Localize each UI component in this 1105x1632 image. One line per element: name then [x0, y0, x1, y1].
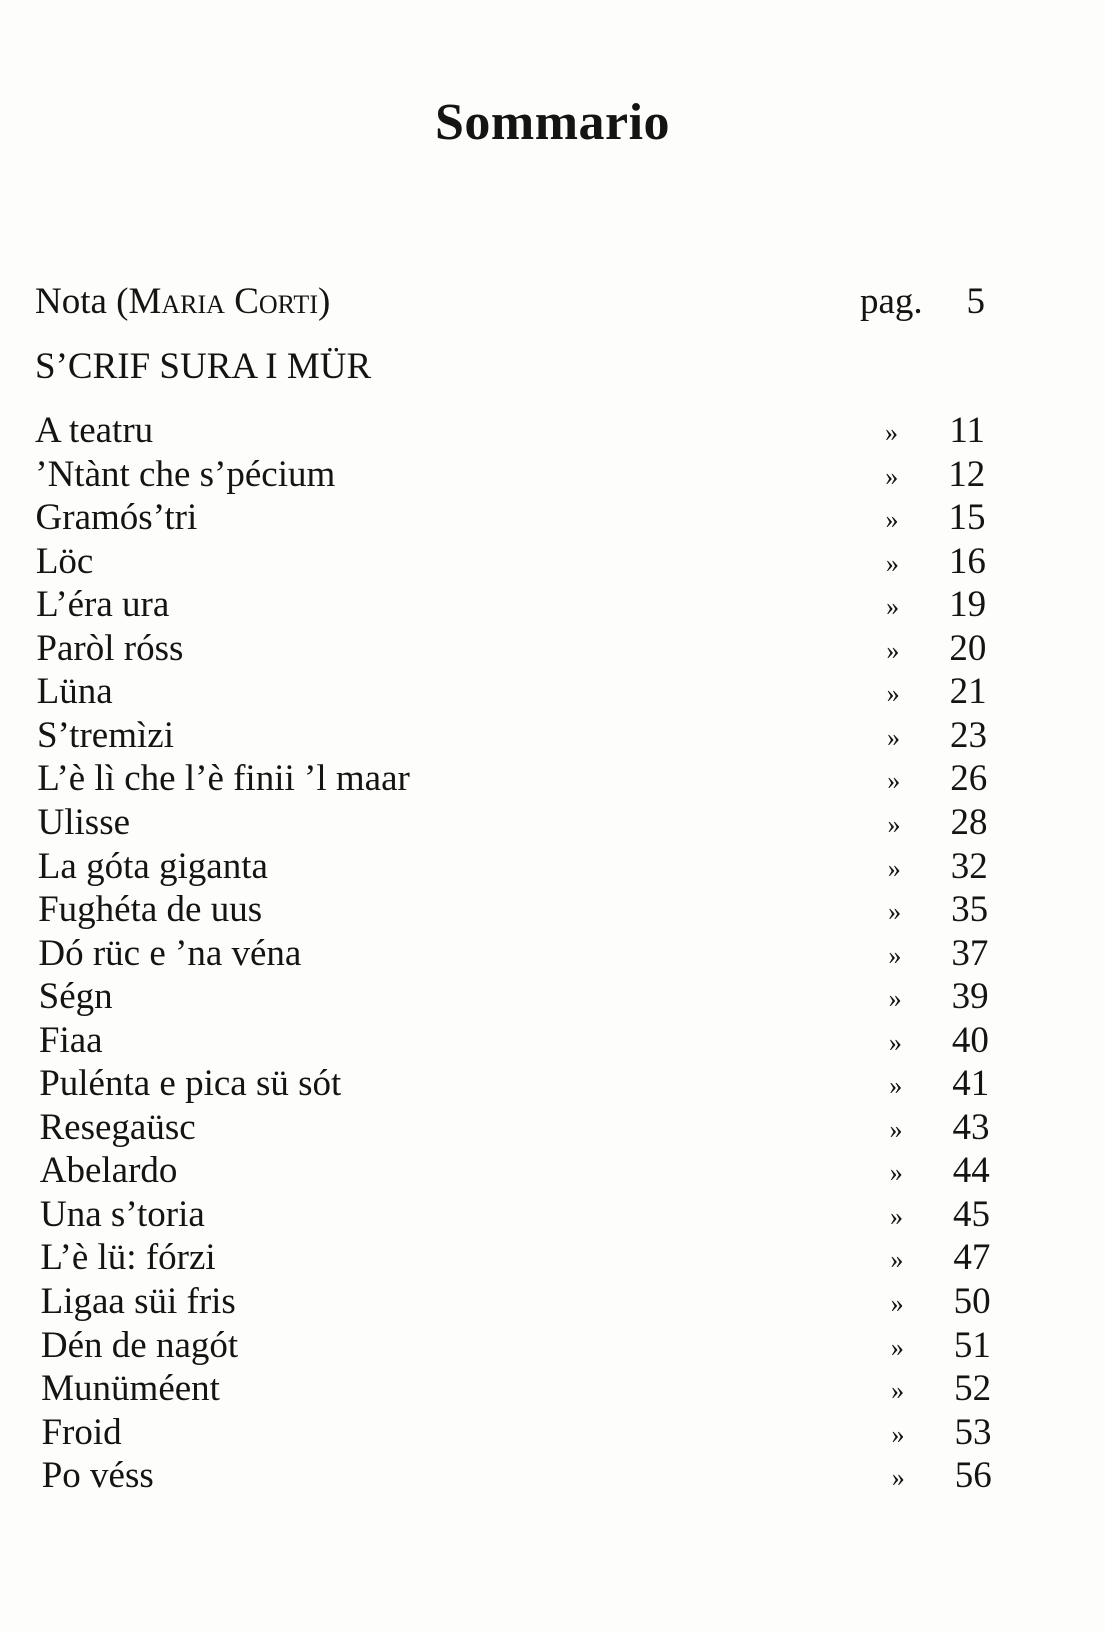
toc-entry-page: 5	[966, 281, 985, 322]
toc-entry-title: Lüna	[36, 671, 113, 713]
ditto-mark: »	[889, 1158, 903, 1188]
toc-entry-page: 50	[953, 1281, 991, 1322]
page-title: Sommario	[434, 93, 671, 151]
toc-entry-title: Abelardo	[39, 1150, 178, 1192]
toc-entry[interactable]	[40, 1193, 1000, 1237]
toc-entry[interactable]	[38, 932, 998, 976]
toc-entry-title: L’è lì che l’è finii ’l maar	[37, 758, 410, 800]
toc-entry-page: 21	[949, 671, 987, 713]
toc-entry[interactable]	[40, 1149, 1000, 1193]
toc-entry-title: Dó rüc e ’na véna	[38, 932, 302, 974]
ditto-mark: »	[885, 505, 899, 535]
ditto-mark: »	[885, 418, 898, 447]
toc-entry[interactable]	[39, 1106, 999, 1150]
toc-entry[interactable]	[39, 1062, 999, 1106]
toc-entry-nota[interactable]	[35, 280, 995, 324]
ditto-mark: »	[887, 853, 901, 883]
nota-author: Maria Corti	[128, 281, 318, 322]
toc-entry-title: A teatru	[35, 410, 154, 451]
ditto-mark: »	[891, 1376, 905, 1406]
toc-entry-title: Po véss	[41, 1455, 154, 1497]
ditto-mark: »	[891, 1463, 905, 1493]
toc-entry-title: Una s’toria	[40, 1193, 205, 1235]
toc-entry-title: S’tremìzi	[36, 714, 174, 756]
nota-prefix: Nota (	[35, 281, 129, 322]
toc-entry-page: 16	[948, 540, 986, 582]
toc-entry-page: 28	[950, 801, 988, 843]
toc-entry-title: Ségn	[38, 976, 113, 1018]
toc-entry-title: ’Ntànt che s’pécium	[35, 453, 336, 495]
page-label: pag.	[860, 281, 923, 322]
toc-entry-page: 53	[954, 1411, 992, 1453]
ditto-mark: »	[890, 1245, 904, 1275]
toc-entry-title: Ulisse	[37, 801, 131, 843]
toc-entry[interactable]	[38, 888, 998, 932]
toc-entry[interactable]	[38, 801, 998, 845]
toc-entry-page: 12	[948, 453, 986, 495]
toc-entry[interactable]	[41, 1324, 1001, 1368]
toc-entry-title: Paròl róss	[36, 627, 184, 669]
toc-entry[interactable]	[37, 670, 997, 714]
toc-entry-title: Munüméent	[41, 1368, 220, 1410]
toc-entry-page: 15	[948, 497, 986, 539]
toc-entry-page: 52	[954, 1368, 992, 1410]
toc-entry-page: 47	[953, 1237, 991, 1279]
toc-entry-page: 39	[951, 976, 989, 1018]
toc-entry-title: Fughéta de uus	[38, 889, 263, 931]
toc-entry[interactable]	[42, 1454, 1002, 1498]
toc-entry-page: 32	[950, 845, 988, 887]
toc-entry-page: 23	[949, 714, 987, 756]
ditto-mark: »	[890, 1289, 904, 1318]
toc-entry-page: 35	[951, 889, 989, 931]
toc-entry-title: Löc	[35, 540, 94, 582]
ditto-mark: »	[888, 940, 902, 970]
ditto-mark: »	[887, 809, 901, 839]
nota-suffix: )	[317, 281, 331, 322]
ditto-mark: »	[888, 1027, 902, 1057]
toc-entry-page: 40	[951, 1019, 989, 1061]
toc-entry-page: 56	[954, 1455, 992, 1497]
toc-entry-title: Ligaa süi fris	[40, 1281, 236, 1322]
toc-entry[interactable]	[36, 583, 996, 627]
ditto-mark: »	[890, 1201, 904, 1231]
toc-entry[interactable]	[41, 1411, 1001, 1455]
toc-entry-title: L’éra ura	[36, 584, 170, 626]
toc-entry-page: 11	[949, 410, 985, 451]
toc-entry[interactable]	[39, 975, 999, 1019]
toc-entry-title: L’è lü: fórzi	[40, 1237, 216, 1279]
toc-entry-page: 43	[952, 1106, 990, 1148]
toc-entry-title: Dén de nagót	[40, 1324, 239, 1366]
ditto-mark: »	[891, 1419, 905, 1449]
toc-entry-title: Fiaa	[38, 1019, 103, 1061]
ditto-mark: »	[886, 679, 900, 709]
toc-entry-title	[35, 280, 330, 324]
toc-entry[interactable]	[36, 627, 996, 671]
toc-entry[interactable]	[41, 1367, 1001, 1411]
toc-entry-title: Puléntа e pica sü sót	[39, 1063, 342, 1105]
toc-entry-page: 45	[953, 1193, 991, 1235]
toc-entry-page: 51	[953, 1324, 991, 1366]
toc-entry[interactable]	[41, 1280, 1001, 1324]
ditto-mark: »	[886, 722, 900, 752]
toc-entry[interactable]	[39, 1019, 999, 1063]
ditto-mark: »	[889, 1071, 903, 1101]
toc-entry-page: 37	[951, 932, 989, 974]
toc-entry[interactable]	[35, 453, 995, 497]
toc-entry-page: 26	[950, 758, 988, 800]
toc-entry-title: Resegaüsc	[39, 1106, 196, 1148]
toc-entry[interactable]	[40, 1236, 1000, 1280]
toc-entry[interactable]	[35, 409, 995, 453]
ditto-mark: »	[889, 1114, 903, 1144]
toc-entry[interactable]	[36, 496, 996, 540]
ditto-mark: »	[886, 592, 900, 622]
toc-entry-page: 41	[952, 1063, 990, 1105]
toc-entry[interactable]	[36, 540, 996, 584]
toc-entry-title: Gramós’tri	[35, 497, 198, 539]
ditto-mark: »	[888, 897, 902, 927]
toc-entry[interactable]	[38, 845, 998, 889]
toc-entry-title: Froid	[41, 1411, 122, 1453]
ditto-mark: »	[887, 766, 901, 796]
toc-entry[interactable]	[37, 714, 997, 758]
ditto-mark: »	[888, 984, 902, 1014]
toc-entry-page: 20	[949, 627, 987, 669]
ditto-mark: »	[886, 635, 900, 665]
toc-entry-page: 19	[949, 584, 987, 626]
toc-entry[interactable]	[37, 757, 997, 801]
ditto-mark: »	[885, 548, 899, 578]
section-heading: S’CRIF SURA I MÜR	[35, 346, 372, 387]
ditto-mark: »	[890, 1332, 904, 1362]
toc-entry-title: La góta giganta	[37, 845, 268, 887]
toc-entry-page: 44	[952, 1150, 990, 1192]
ditto-mark: »	[885, 461, 899, 491]
